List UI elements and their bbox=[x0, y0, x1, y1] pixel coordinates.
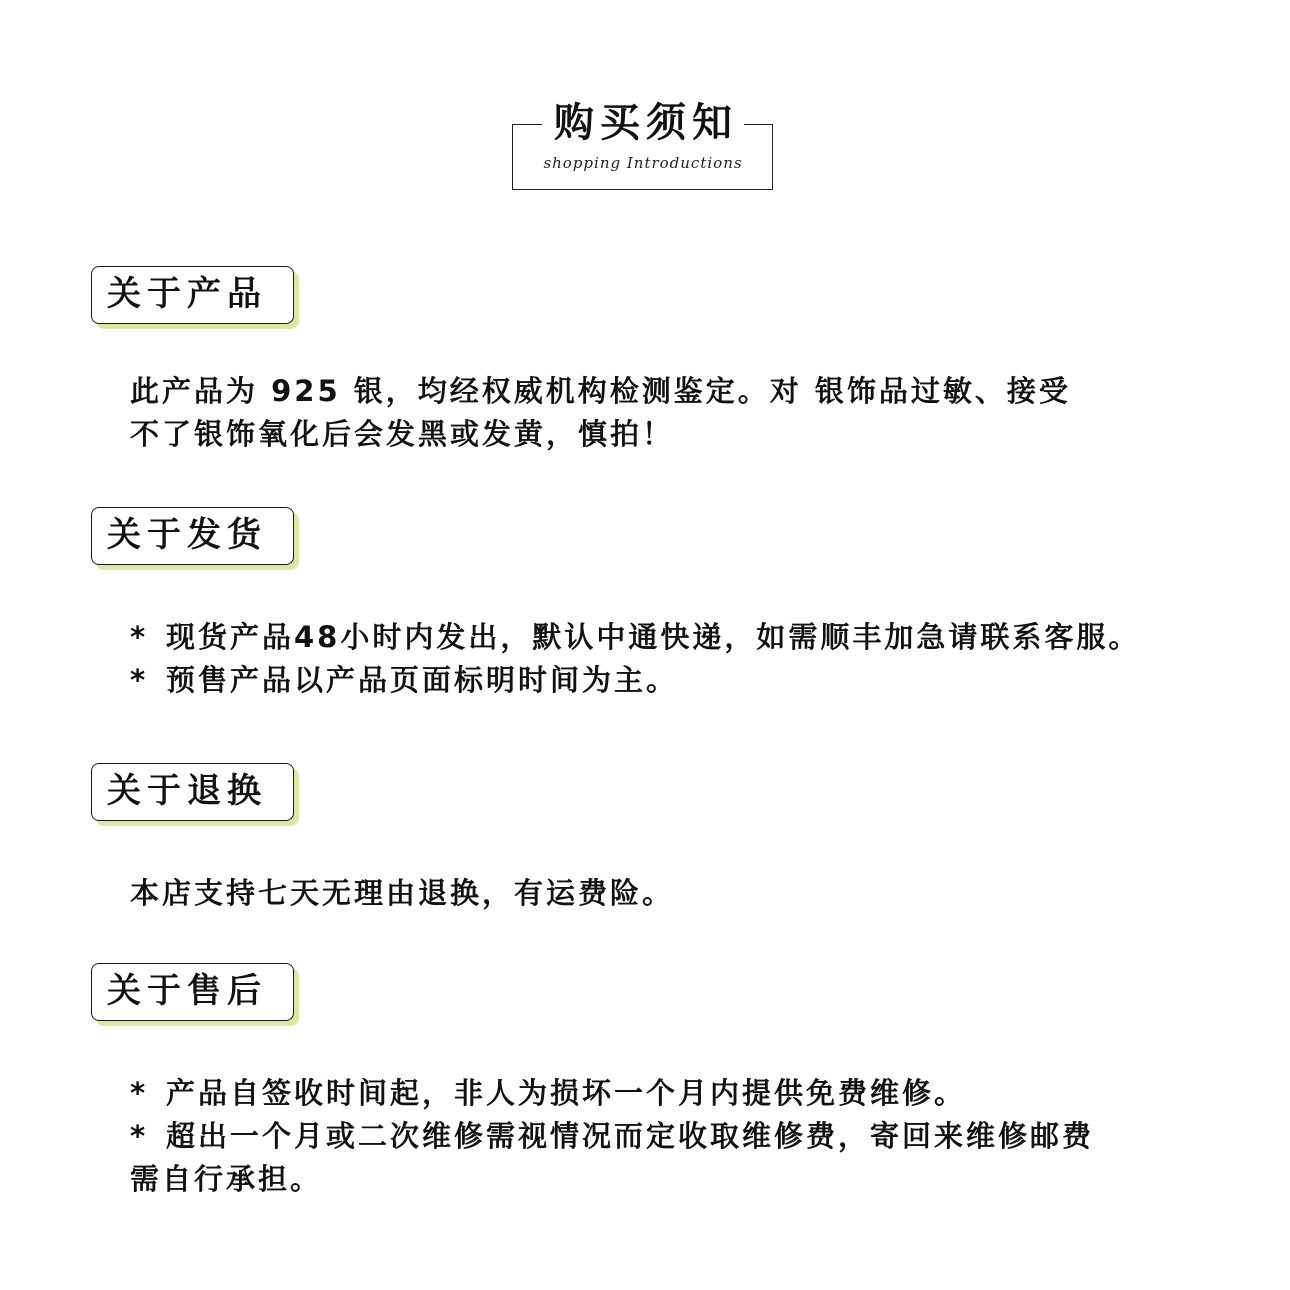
text-line: 不了银饰氧化后会发黑或发黄，慎拍！ bbox=[130, 417, 675, 451]
bullet-icon: * bbox=[130, 620, 149, 654]
section-tag-product: 关于产品 bbox=[91, 266, 294, 324]
section-tag-aftersales: 关于售后 bbox=[91, 963, 294, 1021]
section-returns-text bbox=[130, 872, 1260, 915]
bullet-icon: * bbox=[130, 1119, 149, 1153]
section-aftersales-text bbox=[130, 1072, 1260, 1201]
bullet-icon: * bbox=[130, 663, 149, 697]
page-subtitle: shopping Introductions bbox=[543, 154, 743, 172]
bullet-item: * 产品自签收时间起，非人为损坏一个月内提供免费维修。 bbox=[130, 1072, 1260, 1115]
section-shipping-text bbox=[130, 616, 1260, 702]
section-tag-returns: 关于退换 bbox=[91, 763, 294, 821]
bullet-item: * 现货产品48小时内发出，默认中通快递，如需顺丰加急请联系客服。 bbox=[130, 616, 1260, 659]
text-line: 需自行承担。 bbox=[130, 1162, 323, 1196]
text-line: 本店支持七天无理由退换，有运费险。 bbox=[130, 876, 675, 910]
bullet-icon: * bbox=[130, 1076, 149, 1110]
section-product-text bbox=[130, 370, 1260, 456]
page-title: 购买须知 bbox=[512, 96, 774, 150]
bullet-item: * 预售产品以产品页面标明时间为主。 bbox=[130, 659, 1260, 702]
section-tag-shipping: 关于发货 bbox=[91, 507, 294, 565]
bullet-item: * 超出一个月或二次维修需视情况而定收取维修费，寄回来维修邮费 bbox=[130, 1115, 1260, 1158]
text-line: 此产品为 925 银，均经权威机构检测鉴定。对 银饰品过敏、接受 bbox=[130, 374, 1071, 408]
